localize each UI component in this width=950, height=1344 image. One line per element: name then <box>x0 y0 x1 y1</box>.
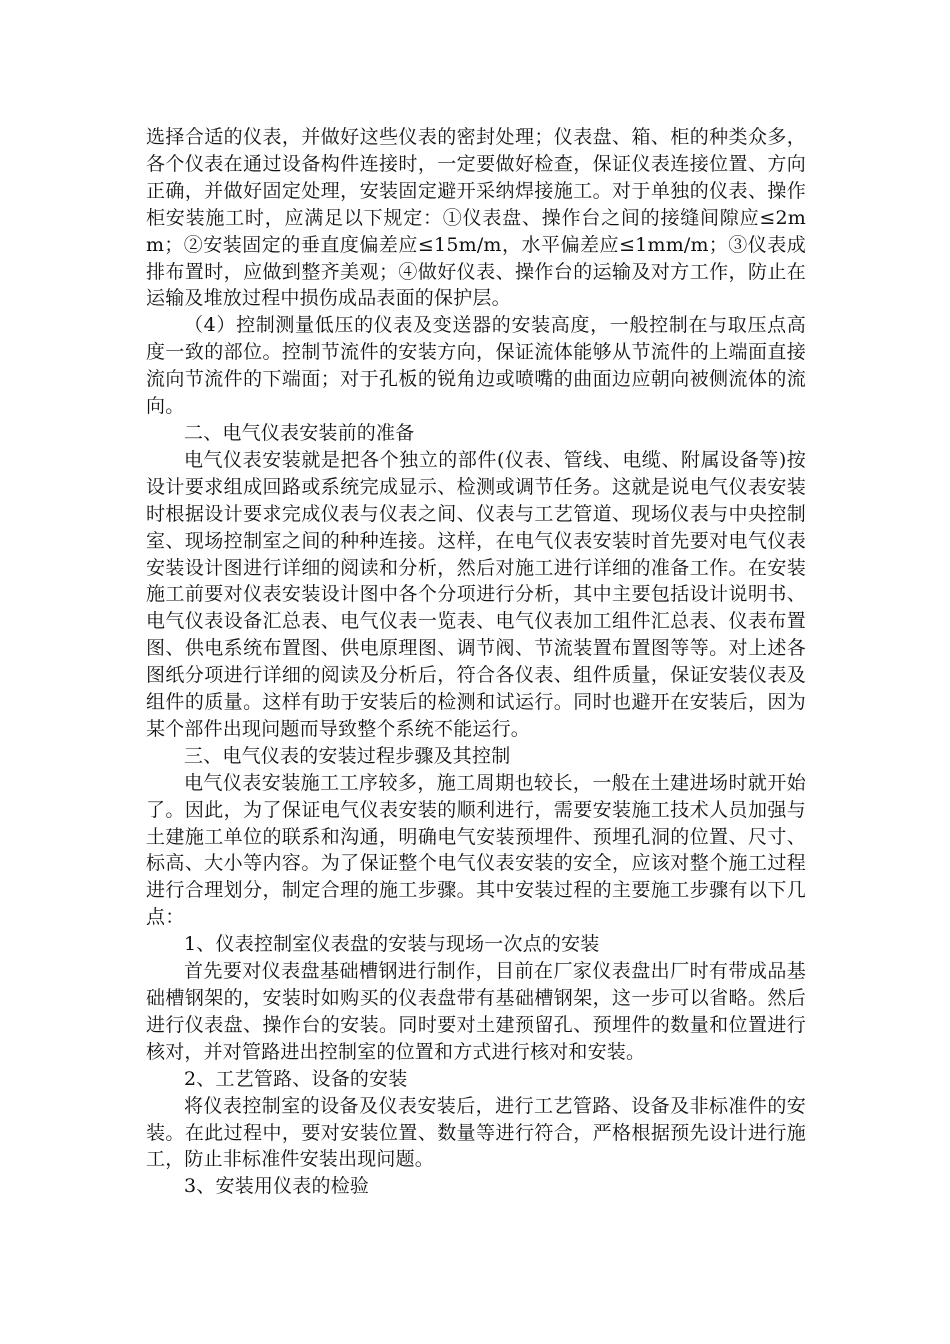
body-paragraph: 将仪表控制室的设备及仪表安装后，进行工艺管路、设备及非标准件的安装。在此过程中，要对安装位置、数量等进行符合，严格根据预先设计进行施工，防止非标准件安装出现问题。 <box>146 1094 806 1171</box>
subsection-heading: 2、工艺管路、设备的安装 <box>184 1067 408 1090</box>
body-paragraph: （4）控制测量低压的仪表及变送器的安装高度，一般控制在与取压点高度一致的部位。控制节流件的安装方向，保证流体能够从节流件的上端面直接流向节流件的下端面；对于孔板的锐角边或喷嘴的曲面边应朝向被侧流体的流向。 <box>146 314 806 418</box>
subsection-heading: 3、安装用仪表的检验 <box>184 1175 370 1198</box>
body-paragraph: 电气仪表安装施工工序较多，施工周期也较长，一般在土建进场时就开始了。因此，为了保证电气仪表安装的顺利进行，需要安装施工技术人员加强与土建施工单位的联系和沟通，明确电气安装预埋件、预埋孔洞的位置、尺寸、标高、大小等内容。为了保证整个电气仪表安装的安全，应该对整个施工过程进行合理划分，制定合理的施工步骤。其中安装过程的主要施工步骤有以下几点： <box>146 771 806 929</box>
body-paragraph: 电气仪表安装就是把各个独立的部件(仪表、管线、电缆、附属设备等)按设计要求组成回路或系统完成显示、检测或调节任务。这就是说电气仪表安装时根据设计要求完成仪表与仪表之间、仪表与工艺管道、现场仪表与中央控制室、现场控制室之间的种种连接。这样，在电气仪表安装时首先要对电气仪表安装设计图进行详细的阅读和分析，然后对施工进行详细的准备工作。在安装施工前要对仪表安装设计图中各个分项进行分析，其中主要包括设计说明书、电气仪表设备汇总表、电气仪表一览表、电气仪表加工组件汇总表、仪表布置图、供电系统布置图、供电原理图、调节阀、节流装置布置图等等。对上述各图纸分项进行详细的阅读及分析后，符合各仪表、组件质量，保证安装仪表及组件的质量。这样有助于安装后的检测和试运行。同时也避开在安装后，因为某个部件出现问题而导致整个系统不能运行。 <box>146 448 806 740</box>
document-body <box>146 124 806 1200</box>
section-heading: 三、电气仪表的安装过程步骤及其控制 <box>184 744 511 767</box>
section-heading: 二、电气仪表安装前的准备 <box>184 421 415 444</box>
body-paragraph: 首先要对仪表盘基础槽钢进行制作，目前在厂家仪表盘出厂时有带成品基础槽钢架的，安装时如购买的仪表盘带有基础槽钢架，这一步可以省略。然后进行仪表盘、操作台的安装。同时要对土建预留孔、预埋件的数量和位置进行核对，并对管路进出控制室的位置和方式进行核对和安装。 <box>146 960 806 1063</box>
subsection-heading: 1、仪表控制室仪表盘的安装与现场一次点的安装 <box>184 933 600 956</box>
body-paragraph: 选择合适的仪表，并做好这些仪表的密封处理；仪表盘、箱、柜的种类众多，各个仪表在通过设备构件连接时，一定要做好检查，保证仪表连接位置、方向正确，并做好固定处理，安装固定避开采纳焊接施工。对于单独的仪表、操作柜安装施工时，应满足以下规定：①仪表盘、操作台之间的接缝间隙应≤2mm；②安装固定的垂直度偏差应≤15m/m，水平偏差应≤1mm/m；③仪表成排布置时，应做到整齐美观；④做好仪表、操作台的运输及对方工作，防止在运输及堆放过程中损伤成品表面的保护层。 <box>146 126 806 310</box>
